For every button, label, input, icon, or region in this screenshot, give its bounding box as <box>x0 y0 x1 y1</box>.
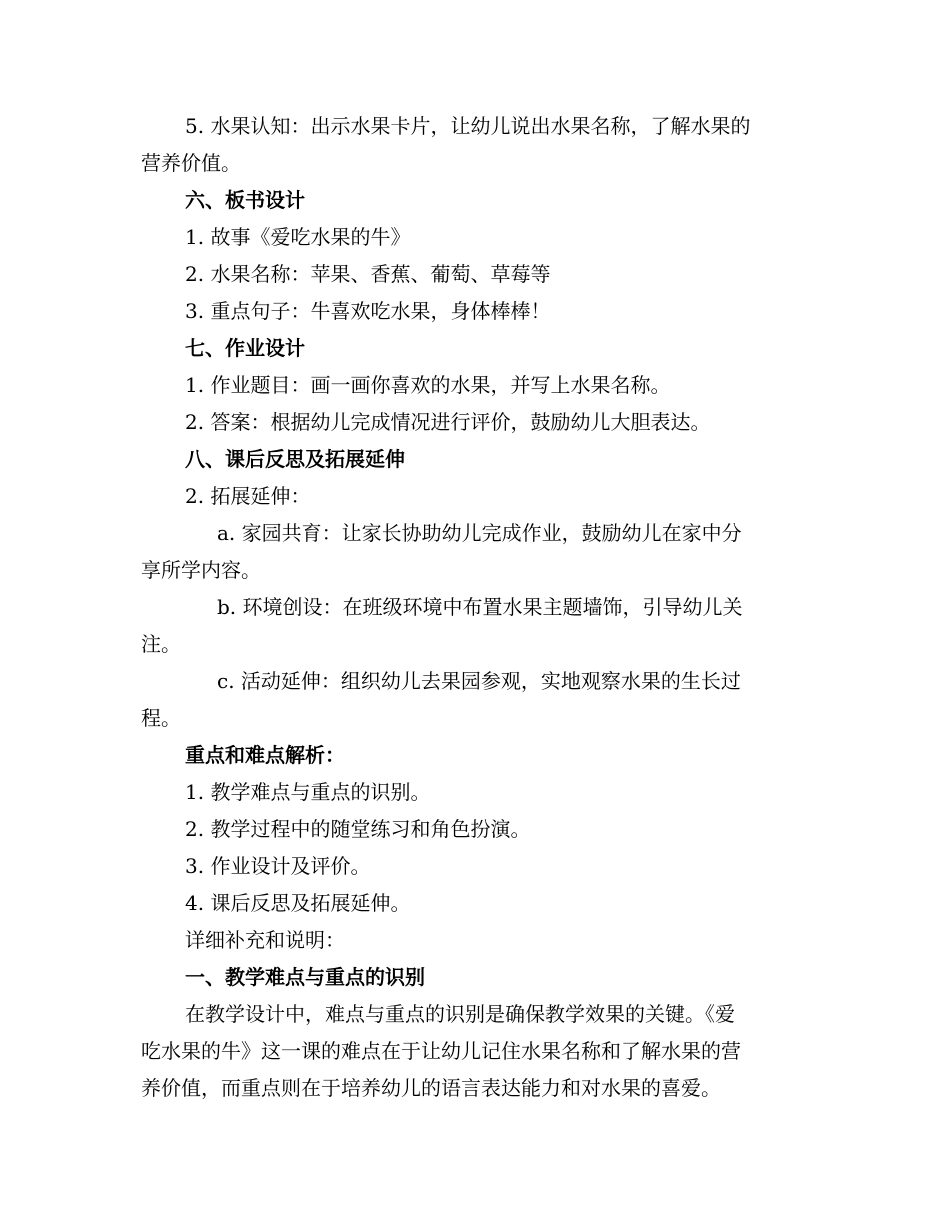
list-item: 1. 教学难点与重点的识别。 <box>185 780 431 804</box>
section-heading: 八、课后反思及拓展延伸 <box>185 447 405 471</box>
list-item: 4. 课后反思及拓展延伸。 <box>185 891 411 915</box>
list-item: 2. 教学过程中的随堂练习和角色扮演。 <box>185 817 531 841</box>
section-heading: 六、板书设计 <box>185 188 305 212</box>
list-item: 2. 拓展延伸： <box>185 484 311 508</box>
section-heading: 七、作业设计 <box>185 336 305 360</box>
paragraph-line: 营养价值。 <box>141 151 241 175</box>
sub-list-item: a. 家园共育：让家长协助幼儿完成作业，鼓励幼儿在家中分 <box>217 521 742 545</box>
section-heading: 一、教学难点与重点的识别 <box>185 965 425 989</box>
section-heading: 重点和难点解析： <box>185 743 345 767</box>
sub-list-item: c. 活动延伸：组织幼儿去果园参观，实地观察水果的生长过 <box>217 669 741 693</box>
paragraph-line: 养价值，而重点则在于培养幼儿的语言表达能力和对水果的喜爱。 <box>141 1076 721 1100</box>
list-item: 1. 故事《爱吃水果的牛》 <box>185 225 411 249</box>
paragraph-line: 程。 <box>141 706 181 730</box>
list-item: 3. 作业设计及评价。 <box>185 854 371 878</box>
paragraph-line: 注。 <box>141 632 181 656</box>
paragraph-line: 吃水果的牛》这一课的难点在于让幼儿记住水果名称和了解水果的营 <box>141 1039 741 1063</box>
paragraph-line: 详细补充和说明： <box>185 928 345 952</box>
list-item: 3. 重点句子：牛喜欢吃水果，身体棒棒！ <box>185 299 551 323</box>
sub-list-item: b. 环境创设：在班级环境中布置水果主题墙饰，引导幼儿关 <box>217 595 743 619</box>
list-item: 2. 水果名称：苹果、香蕉、葡萄、草莓等 <box>185 262 551 286</box>
paragraph-line: 享所学内容。 <box>141 558 261 582</box>
paragraph-line: 5. 水果认知：出示水果卡片，让幼儿说出水果名称，了解水果的 <box>185 114 751 138</box>
list-item: 1. 作业题目：画一画你喜欢的水果，并写上水果名称。 <box>185 373 671 397</box>
paragraph-line: 在教学设计中，难点与重点的识别是确保教学效果的关键。《爱 <box>185 1002 735 1026</box>
list-item: 2. 答案：根据幼儿完成情况进行评价，鼓励幼儿大胆表达。 <box>185 410 711 434</box>
